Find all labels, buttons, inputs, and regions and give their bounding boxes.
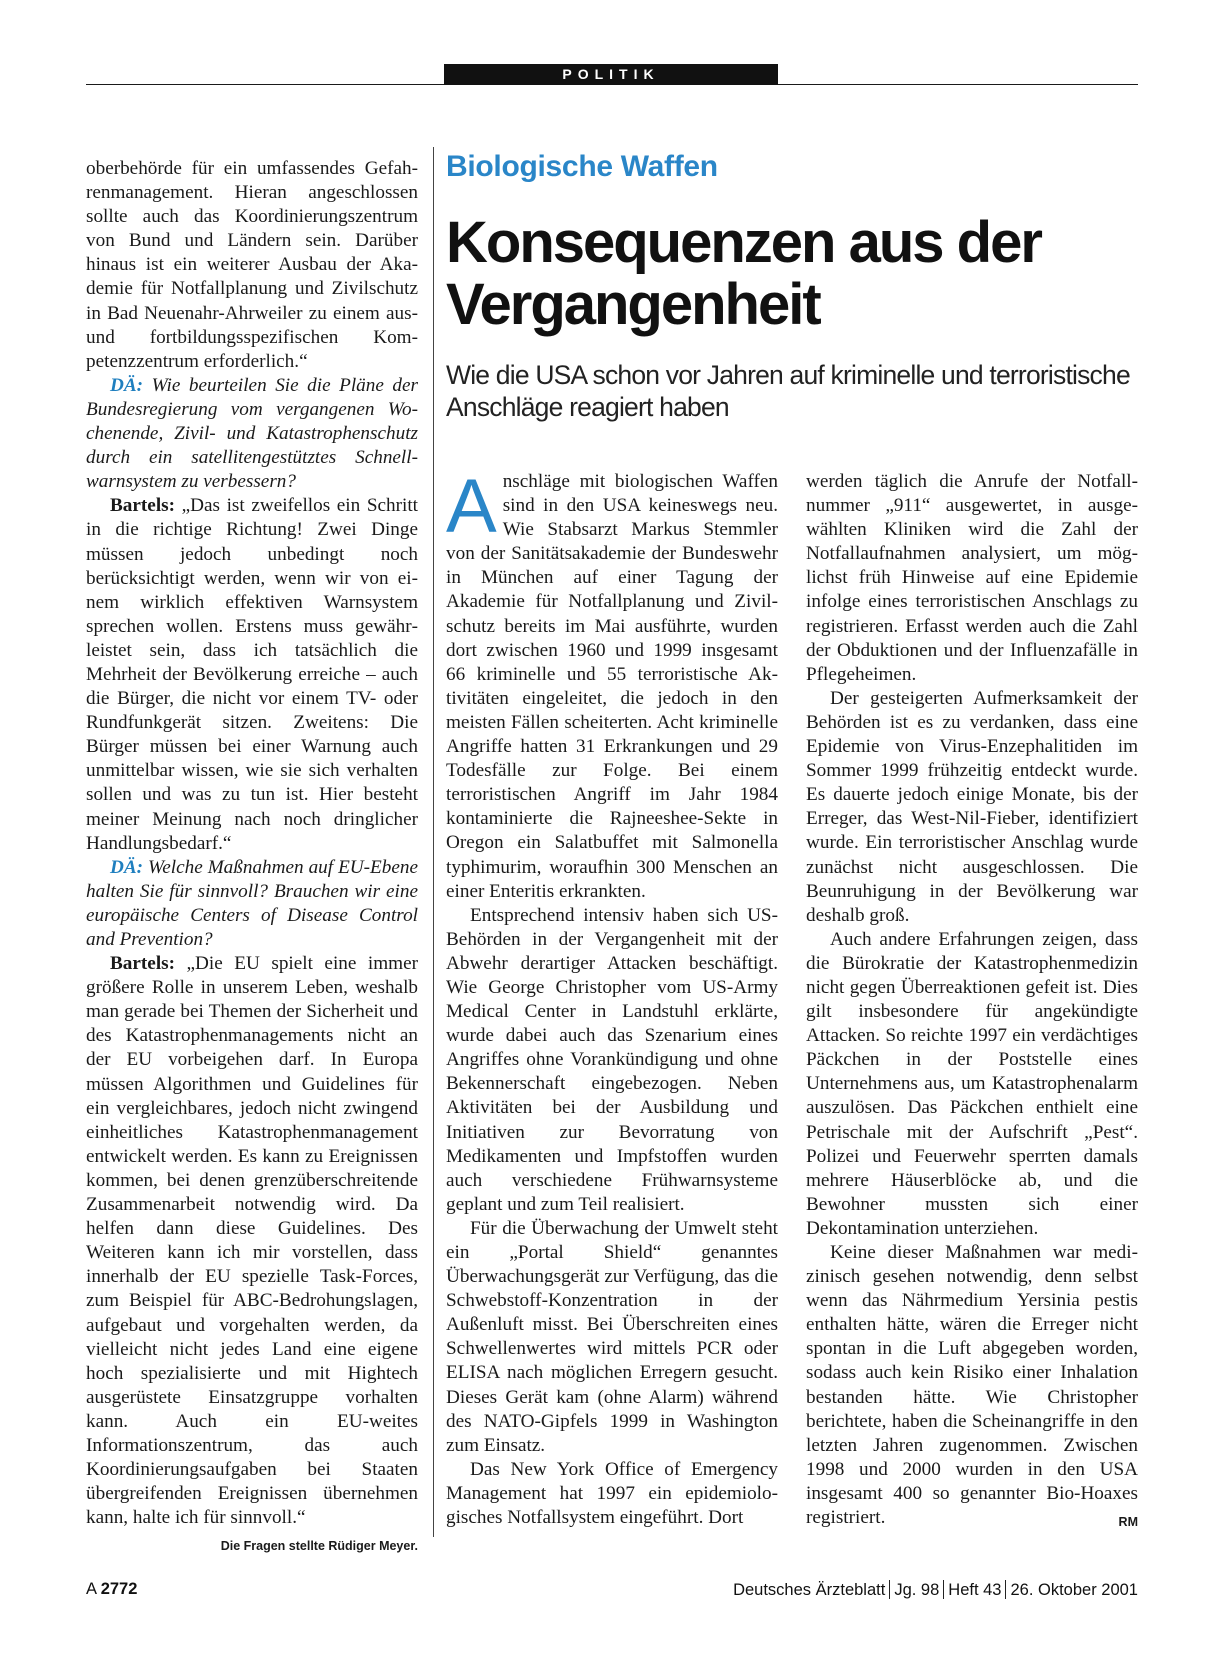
- article-paragraph: Das New York Office of Emergency Management hat 1997 ein epidemiologisches Notfallsystem eingeführt. Dort: [446, 1458, 778, 1529]
- page-number-value: 2772: [100, 1580, 138, 1598]
- article-subheadline: Wie die USA schon vor Jahren auf kriminelle und terroristische Anschläge reagiert haben: [446, 360, 1130, 422]
- interview-question: [86, 856, 418, 952]
- article-paragraph: [806, 1241, 1138, 1530]
- page-prefix: A: [86, 1580, 101, 1598]
- footer-separator: [1005, 1580, 1006, 1599]
- author-initials: RM: [1118, 1515, 1138, 1530]
- article-headline: Konsequenzen aus der Vergangenheit: [446, 210, 1041, 337]
- answer-text: „Das ist zweifellos ein Schritt in die richtige Richtung! Zwei Dinge müssen jedoch unbedingt noch berücksichtigt werden, wenn wir von einem wirklich effektiven Warnsystem sprechen wollen. Erstens muss gewährleistet sein, dass ich tatsächlich die Mehrheit der Bevölkerung erreiche – auch die Bürger, die nicht vor einem TV- oder Rundfunkgerät sitzen. Zweitens: Die Bürger müssen bei einer Warnung auch unmittelbar wissen, wie sie sich verhalten sollen und was zu tun ist. Hier besteht meiner Meinung nach noch dringlicher Handlungsbedarf.“: [86, 495, 418, 854]
- answer-speaker: Bartels:: [110, 495, 176, 517]
- article-paragraph: Für die Überwachung der Umwelt steht ein „Portal Shield“ genanntes Überwachungsgerät zur Verfügung, das die Schwebstoff-Konzentration in der Außenluft misst. Bei Überschreiten eines Schwellenwertes wird mittels PCR oder ELISA nach möglichen Erregern gesucht. Dieses Gerät kam (ohne Alarm) während des NATO-Gipfels 1999 in Washington zum Einsatz.: [446, 1217, 778, 1456]
- article-final-text: Keine dieser Maßnahmen war medizinisch gesehen notwendig, denn selbst wenn das Nährmedium Yersinia pestis enthalten hätte, wären die Erreger nicht spontan in die Luft abgegeben worden, sodass auch kein Risiko einer Inhalation bestanden hätte. Wie Christopher berichtete, haben die Scheinangriffe in den letzten Jahren zugenommen. Zwischen 1998 und 2000 wurden in den USA insgesamt 400 so genannter Bio-Hoaxes registriert.: [806, 1242, 1138, 1529]
- journal-info: [733, 1580, 1138, 1600]
- question-label: DÄ:: [110, 856, 144, 878]
- interview-question: [86, 374, 418, 494]
- answer-text: „Die EU spielt eine immer größere Rolle in unserem Leben, weshalb man gerade bei Themen der Sicherheit und des Katastrophenmanagements nicht an der EU vorbeigehen darf. In Europa müssen Algorithmen und Guidelines für ein vergleichbares, jedoch nicht zwingend einheitliches Katastrophenmanagement entwickelt werden. Es kann zu Ereignissen kommen, bei denen grenzüberschreitende Zusammenarbeit notwendig wird. Da helfen dann diese Guidelines. Des Weiteren kann ich mir vorstellen, dass innerhalb der EU spezielle Task-Forces, zum Beispiel für ABC-Bedrohungslagen, aufgebaut und vorgehalten werden, da vielleicht nicht jedes Land eine eigene hoch spezialisierte und mit Hightech ausgerüstete Einsatzgruppe vorhalten kann. Auch ein EU-weites Informationszentrum, das auch Koordinierungsaufgaben bei Staaten übergreifenden Ereignissen übernehmen kann, halte ich für sinnvoll.“: [86, 953, 418, 1529]
- article-paragraph: Auch andere Erfahrungen zeigen, dass die Bürokratie der Katastrophenmedizin nicht gegen Überreaktionen gefeit ist. Dies gilt insbesondere für angekündigte Attacken. So reichte 1997 ein verdächtiges Päckchen in der Poststelle eines Unternehmens aus, um Katastrophenalarm auszulösen. Das Päckchen enthielt eine Petrischale mit der Aufschrift „Pest“. Polizei und Feuerwehr sperrten damals mehrere Häuserblöcke ab, und die Bewohner mussten sich einer Dekontamination unterziehen.: [806, 928, 1138, 1239]
- article-paragraph: Entsprechend intensiv haben sich US-Behörden in der Vergangenheit mit der Abwehr derartiger Attacken beschäftigt. Wie George Christopher vom US-Army Medical Center in Landstuhl erklärte, wurde dabei auch das Szenarium eines Angriffes ohne Vorankündigung und ohne Bekennerschaft eingebezogen. Neben Aktivitäten bei der Ausbildung und Initiativen zur Bevorratung von Medikamenten und Impfstoffen wurden auch verschiedene Frühwarnsysteme geplant und zum Teil realisiert.: [446, 904, 778, 1215]
- footer-separator: [889, 1580, 890, 1599]
- journal-name: Deutsches Ärzteblatt: [733, 1581, 886, 1599]
- interview-credit: Die Fragen stellte Rüdiger Meyer.: [220, 1539, 418, 1554]
- drop-cap: A: [446, 464, 497, 549]
- interview-column: [86, 157, 418, 1558]
- answer-speaker: Bartels:: [110, 953, 176, 975]
- question-text: Welche Maßnahmen auf EU-Ebene halten Sie für sinnvoll? Brauchen wir eine europäische Centers of Disease Control and Prevention?: [86, 856, 418, 950]
- article-paragraph: Der gesteigerten Aufmerksamkeit der Behörden ist es zu verdanken, dass eine Epidemie von Virus-Enzephalitiden im Sommer 1999 frühzeitig entdeckt wurde. Es dauerte jedoch einige Monate, bis der Erreger, das West-Nil-Fieber, identifiziert wurde. Ein terroristischer Anschlag wurde zunächst nicht ausgeschlossen. Die Beunruhigung in der Bevölkerung war deshalb groß.: [806, 687, 1138, 926]
- question-text: Wie beurteilen Sie die Pläne der Bundesregierung vom vergangenen Wochenende, Zivil- und Katastrophenschutz durch ein satellitengestütztes Schnellwarnsystem zu verbessern?: [86, 374, 418, 493]
- interview-paragraph: oberbehörde für ein umfassendes Gefahrenmanagement. Hieran angeschlossen sollte auch das Koordinierungszentrum von Bund und Ländern sein. Darüber hinaus ist ein weiterer Ausbau der Akademie für Notfallplanung und Zivilschutz in Bad Neuenahr-Ahrweiler zu einem aus- und fortbildungsspezifischen Kompetenzzentrum erforderlich.“: [86, 158, 418, 372]
- article-kicker: Biologische Waffen: [446, 150, 718, 183]
- article-column-2: [806, 470, 1138, 1534]
- article-lead-text: nschläge mit biologischen Waffen sind in den USA keineswegs neu. Wie Stabsarzt Markus Stemmler von der Sanitätsakademie der Bundeswehr in München auf einer Tagung der Akademie für Notfallplanung und Zivilschutz bereits im Mai ausführte, wurden dort zwischen 1960 und 1999 insgesamt 66 kriminelle und 55 terroristische Aktivitäten eingeleitet, die jedoch in den meisten Fällen scheiterten. Acht kriminelle Angriffe hatten 31 Erkrankungen und 29 Todesfälle zur Folge. Bei einem terroristischen Angriff im Jahr 1984 kontaminierte die Rajneeshee-Sekte in Oregon ein Salatbuffet mit Salmonella typhimurim, woraufhin 300 Menschen an einer Enteritis erkrankten.: [446, 471, 778, 902]
- page-number: [86, 1580, 137, 1599]
- journal-date: 26. Oktober 2001: [1010, 1581, 1138, 1599]
- interview-answer: [86, 952, 418, 1554]
- section-label: POLITIK: [444, 64, 778, 85]
- journal-issue: Heft 43: [948, 1581, 1002, 1599]
- article-paragraph: [446, 464, 778, 904]
- question-label: DÄ:: [110, 374, 144, 396]
- column-divider: [433, 147, 434, 1537]
- journal-volume: Jg. 98: [894, 1581, 940, 1599]
- footer-separator: [943, 1580, 944, 1599]
- interview-answer: [86, 494, 418, 855]
- article-column-1: [446, 464, 778, 1530]
- article-paragraph: werden täglich die Anrufe der Notfallnummer „911“ ausgewertet, in ausgewählten Kliniken wird die Zahl der Notfallaufnahmen analysiert, um möglichst früh Hinweise auf eine Epidemie infolge eines terroristischen Anschlags zu registrieren. Erfasst werden auch die Zahl der Obduktionen und der Influenzafälle in Pflegeheimen.: [806, 471, 1138, 685]
